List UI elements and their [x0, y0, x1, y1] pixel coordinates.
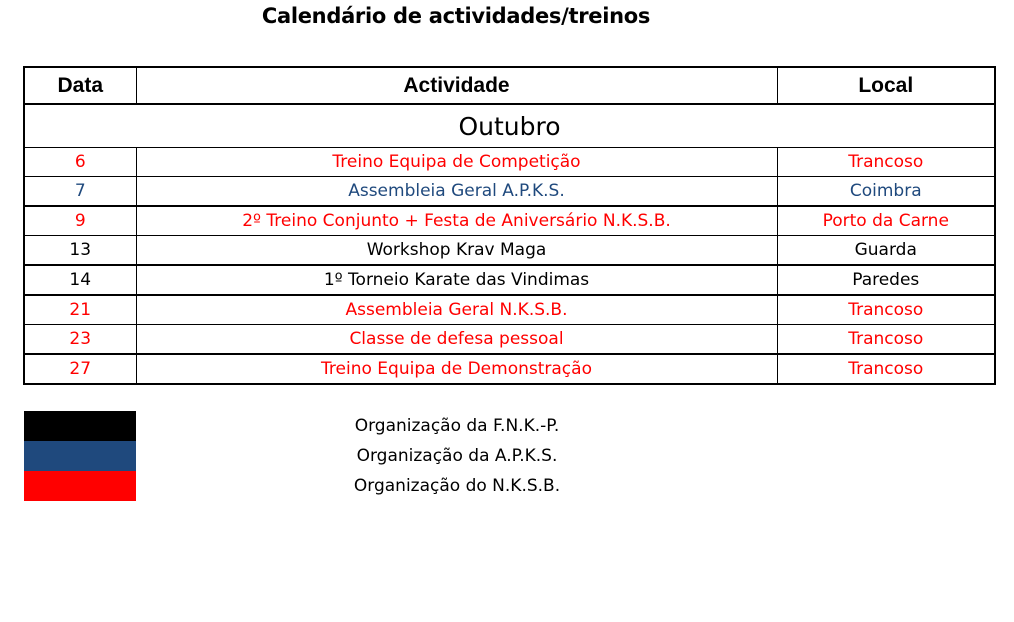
event-date: 14	[24, 265, 136, 295]
month-label: Outubro	[24, 104, 995, 148]
legend-swatches	[24, 411, 136, 501]
table-row	[24, 354, 995, 384]
event-location: Trancoso	[777, 148, 995, 177]
legend-labels	[250, 411, 664, 501]
table-row	[24, 148, 995, 177]
table-row	[24, 265, 995, 295]
legend-swatch-black	[24, 411, 136, 441]
event-date: 23	[24, 325, 136, 355]
event-date: 13	[24, 236, 136, 266]
table-row	[24, 295, 995, 325]
month-row	[24, 104, 995, 148]
event-activity: 2º Treino Conjunto + Festa de Aniversário N.K.S.B.	[136, 206, 777, 236]
event-date: 6	[24, 148, 136, 177]
event-location: Coimbra	[777, 177, 995, 207]
event-activity: Treino Equipa de Competição	[136, 148, 777, 177]
table-row	[24, 236, 995, 266]
event-date: 21	[24, 295, 136, 325]
legend-label-nksb: Organização do N.K.S.B.	[353, 476, 561, 496]
event-location: Paredes	[777, 265, 995, 295]
event-activity: 1º Torneio Karate das Vindimas	[136, 265, 777, 295]
header-date: Data	[24, 67, 136, 104]
header-location: Local	[777, 67, 995, 104]
activity-calendar-table	[23, 66, 996, 385]
event-location: Porto da Carne	[777, 206, 995, 236]
table-row	[24, 177, 995, 207]
event-date: 7	[24, 177, 136, 207]
legend-swatch-red	[24, 471, 136, 501]
legend-swatch-blue	[24, 441, 136, 471]
event-date: 27	[24, 354, 136, 384]
event-activity: Assembleia Geral N.K.S.B.	[136, 295, 777, 325]
header-activity: Actividade	[136, 67, 777, 104]
page-title: Calendário de actividades/treinos	[261, 4, 651, 28]
event-location: Trancoso	[777, 295, 995, 325]
legend-label-fnkp: Organização da F.N.K.-P.	[354, 416, 560, 436]
event-location: Guarda	[777, 236, 995, 266]
event-activity: Workshop Krav Maga	[136, 236, 777, 266]
table-row	[24, 206, 995, 236]
table-row	[24, 325, 995, 355]
event-activity: Classe de defesa pessoal	[136, 325, 777, 355]
legend-label-apks: Organização da A.P.K.S.	[356, 446, 558, 466]
table-header-row	[24, 67, 995, 104]
event-date: 9	[24, 206, 136, 236]
event-location: Trancoso	[777, 354, 995, 384]
event-activity: Assembleia Geral A.P.K.S.	[136, 177, 777, 207]
event-location: Trancoso	[777, 325, 995, 355]
event-activity: Treino Equipa de Demonstração	[136, 354, 777, 384]
